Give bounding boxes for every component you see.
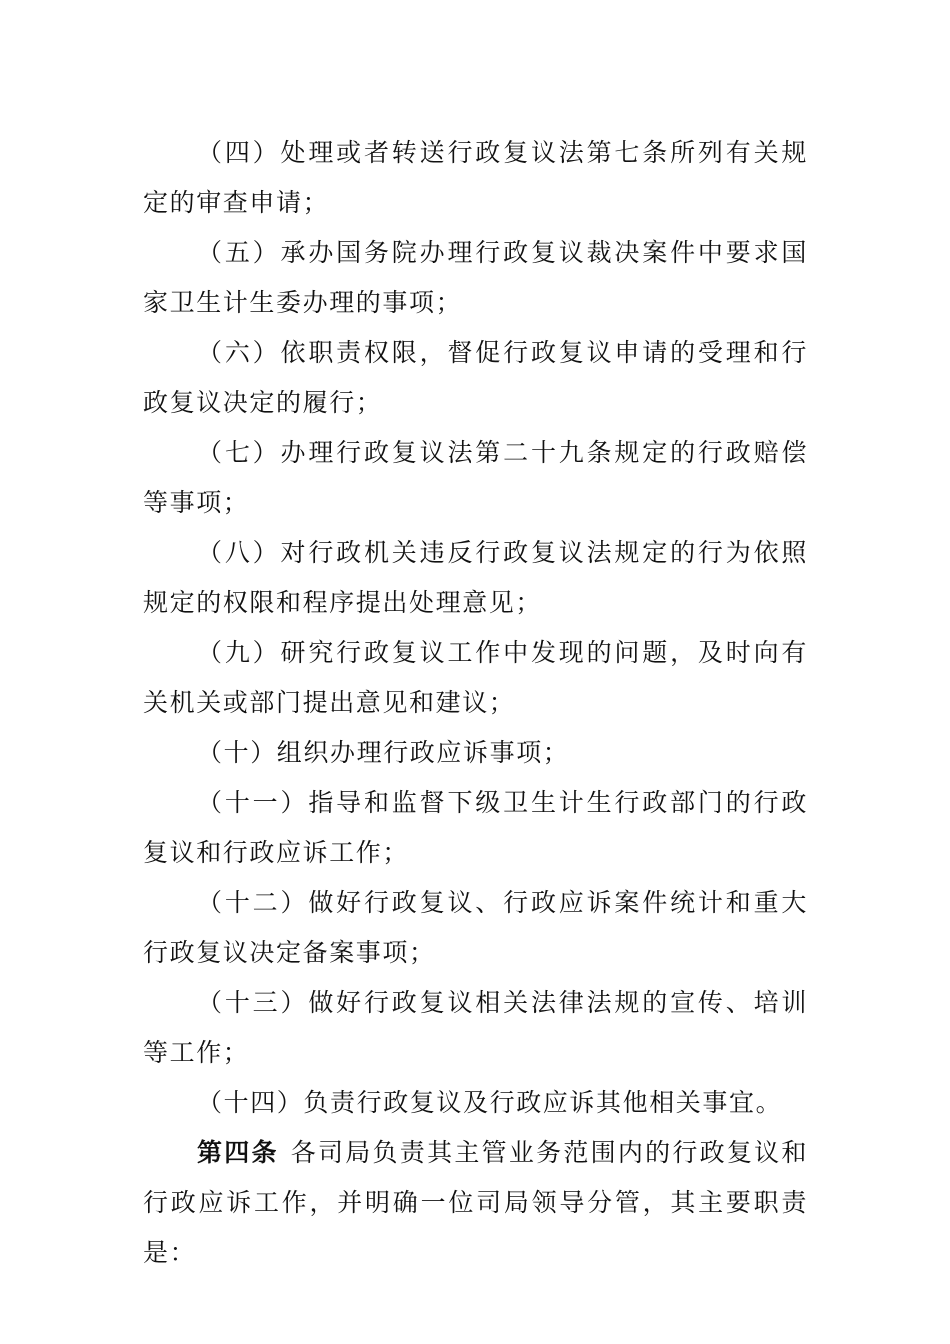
list-item: （七）办理行政复议法第二十九条规定的行政赔偿等事项； bbox=[143, 438, 808, 517]
list-item: （八）对行政机关违反行政复议法规定的行为依照规定的权限和程序提出处理意见； bbox=[143, 538, 808, 617]
list-item: （十一）指导和监督下级卫生计生行政部门的行政复议和行政应诉工作； bbox=[143, 788, 808, 867]
article-text: 各司局负责其主管业务范围内的行政复议和行政应诉工作，并明确一位司局领导分管，其主要职责是： bbox=[143, 1138, 808, 1267]
list-item: （九）研究行政复议工作中发现的问题，及时向有关机关或部门提出意见和建议； bbox=[143, 638, 808, 717]
list-item: （六）依职责权限，督促行政复议申请的受理和行政复议决定的履行； bbox=[143, 338, 808, 417]
list-item: （十三）做好行政复议相关法律法规的宣传、培训等工作； bbox=[143, 988, 808, 1067]
list-item: （十二）做好行政复议、行政应诉案件统计和重大行政复议决定备案事项； bbox=[143, 888, 808, 967]
list-item: （五）承办国务院办理行政复议裁决案件中要求国家卫生计生委办理的事项； bbox=[143, 238, 808, 317]
list-item: （十）组织办理行政应诉事项； bbox=[197, 738, 570, 767]
list-item: （十四）负责行政复议及行政应诉其他相关事宜。 bbox=[197, 1088, 783, 1117]
article-label: 第四条 bbox=[197, 1138, 279, 1167]
article-paragraph bbox=[143, 1128, 808, 1278]
list-item: （四）处理或者转送行政复议法第七条所列有关规定的审查申请； bbox=[143, 138, 808, 217]
document-body bbox=[143, 128, 808, 1278]
